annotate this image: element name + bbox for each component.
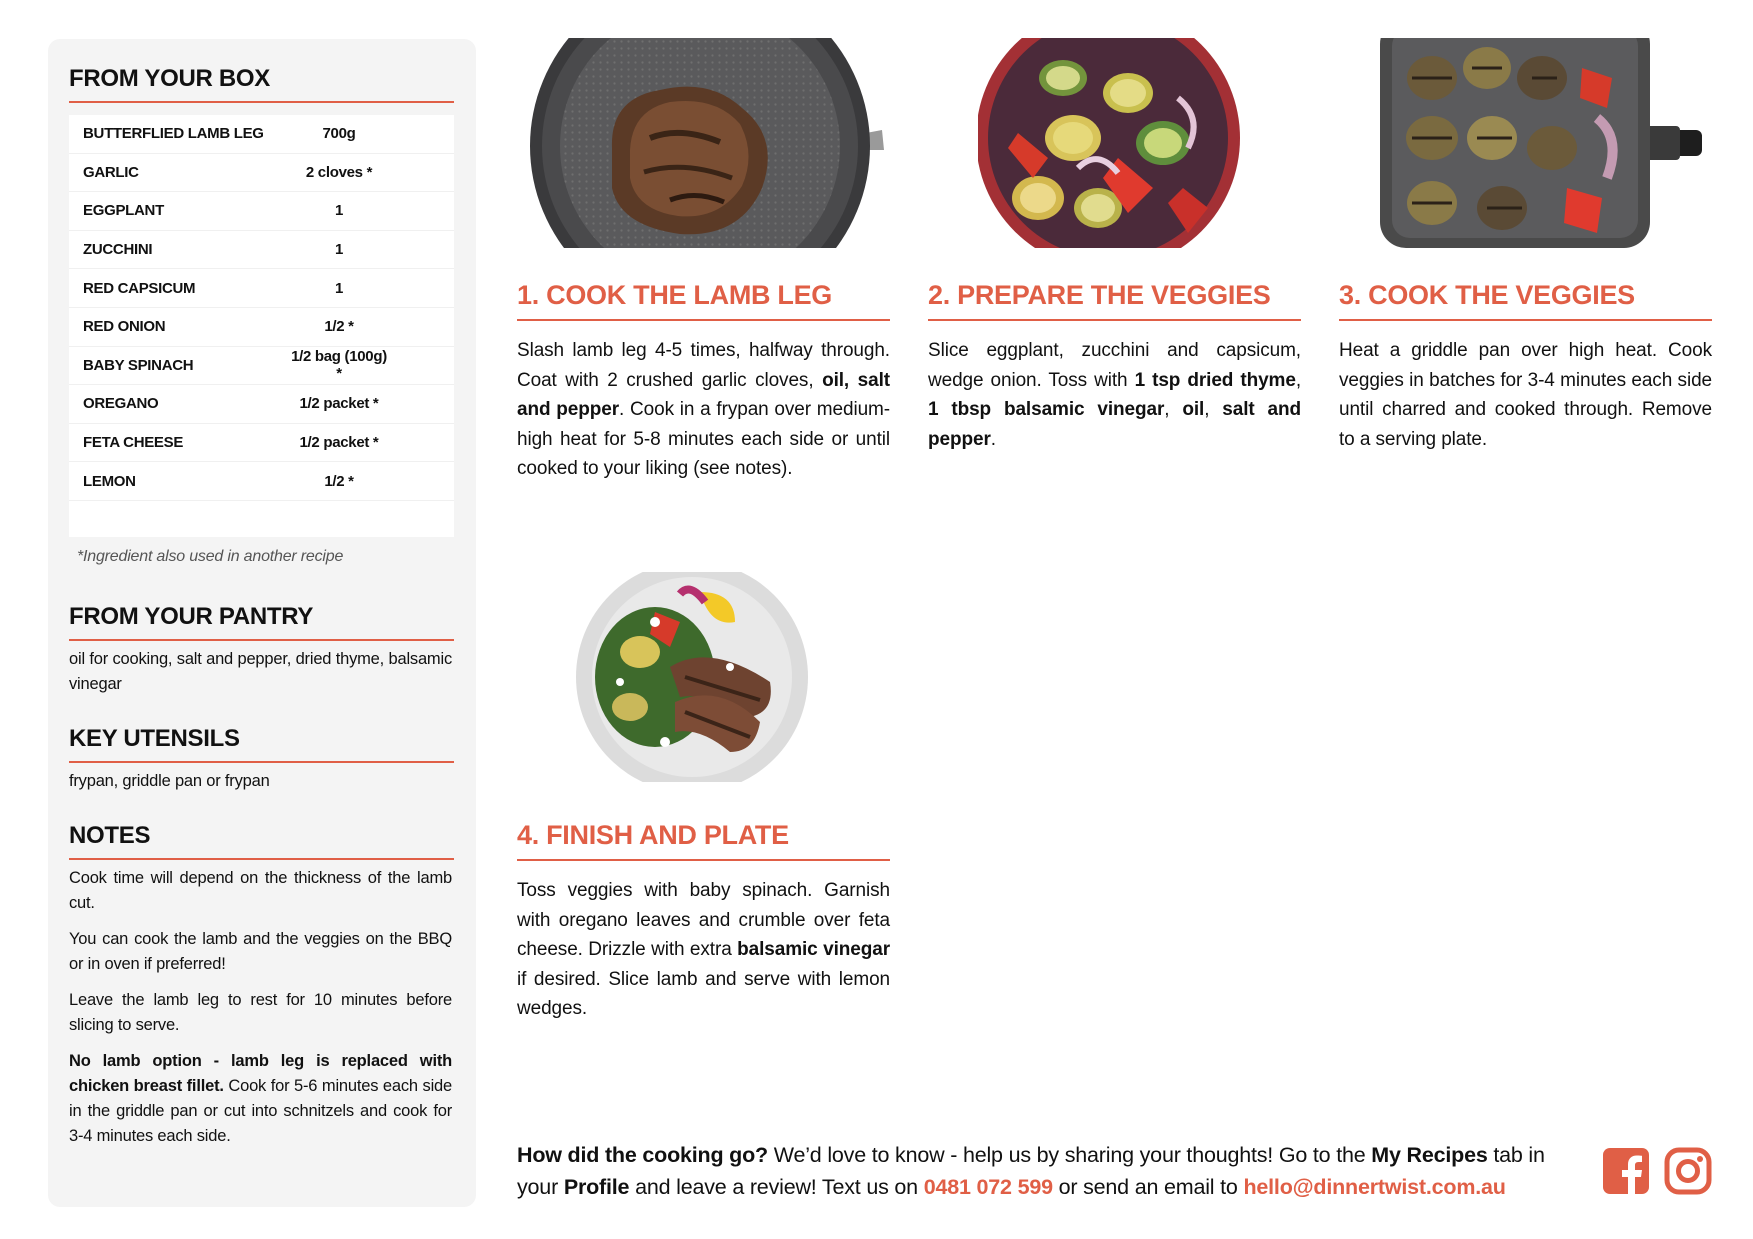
step-1-image [520,38,888,248]
ingredient-name: BABY SPINACH [83,356,194,374]
feedback-text-4[interactable]: or send an email to [1052,1174,1244,1199]
profile-label: Profile [563,1174,630,1199]
ingredient-quantity: 1/2 * [324,318,354,336]
ingredient-name: OREGANO [83,395,159,413]
ingredient-name: GARLIC [83,163,139,181]
ingredient-name: LEMON [83,472,136,490]
ingredient-row [69,192,454,231]
from-your-pantry-title: FROM YOUR PANTRY [69,603,454,641]
step-text-segment: Slice eggplant, zucchini and capsicum, wedge onion. Toss with [928,340,1301,391]
step-text-bold: balsamic vinegar [737,939,890,960]
feedback-question: How did the cooking go? [517,1143,768,1167]
step-2-title: 2. PREPARE THE VEGGIES [928,280,1301,321]
ingredient-name: EGGPLANT [83,202,164,220]
step-text-segment: , [1295,369,1301,391]
step-text-segment: , [1204,399,1223,420]
note-2: You can cook the lamb and the veggies on the BBQ or in oven if preferred! [69,930,452,973]
ingredient-name: FETA CHEESE [83,434,184,452]
ingredient-name: RED ONION [83,318,166,336]
ingredient-quantity: 1/2 bag (100g) * [291,348,387,383]
note-4 [69,1049,452,1149]
instagram-icon[interactable] [1664,1147,1712,1195]
ingredient-row [69,347,454,386]
note-1: Cook time will depend on the thickness of the lamb cut. [69,869,452,912]
pantry-text: oil for cooking, salt and pepper, dried thyme, balsamic vinegar [69,650,452,693]
step-text-bold: 1 tbsp balsamic vinegar [928,399,1165,420]
utensils-text: frypan, griddle pan or frypan [69,772,270,790]
step-text-segment: Slash lamb leg 4-5 times, halfway through. Coat with 2 crushed garlic cloves, [517,340,890,391]
step-text-bold: oil, salt and pepper [517,369,891,420]
step-text-bold: 1 tsp dried thyme [1134,369,1296,391]
key-utensils-title: KEY UTENSILS [69,725,454,763]
step-4-title: 4. FINISH AND PLATE [517,820,890,861]
step-text-segment: if desired. Slice lamb and serve with lemon wedges. [517,968,890,1019]
ingredient-row [69,462,454,501]
my-recipes-label: My Recipes [1371,1143,1488,1167]
step-text-segment: Toss veggies with baby spinach. Garnish with oregano leaves and crumble over feta cheese. Drizzle with extra [517,880,890,960]
step-1-title: 1. COOK THE LAMB LEG [517,280,890,321]
ingredients-table [69,115,454,537]
ingredient-row [69,115,454,154]
ingredient-row [69,385,454,424]
step-2-text [928,336,1301,454]
ingredient-quantity: 1 [334,241,344,259]
note-3: Leave the lamb leg to rest for 10 minutes before slicing to serve. [69,991,452,1034]
ingredient-row [69,269,454,308]
ingredient-name: RED CAPSICUM [83,279,196,297]
ingredient-quantity: 1 [334,202,344,220]
feedback-text-1: We’d love to know - help us by sharing your thoughts! Go to the [768,1143,1372,1167]
ingredient-quantity: 700g [322,125,356,143]
facebook-icon[interactable] [1602,1147,1650,1195]
step-text-bold: salt and pepper [928,399,1302,450]
step-1-text [517,336,890,484]
feedback-text-3: and leave a review! Text us on [629,1174,924,1199]
step-text-segment: . Cook in a frypan over medium-high heat for 5-8 minutes each side or until cooked to your liking (see notes). [517,399,891,479]
phone-link[interactable]: 0481 072 599 [923,1174,1053,1199]
step-3-text [1339,336,1712,454]
footnote: *Ingredient also used in another recipe [77,548,344,565]
ingredient-name: BUTTERFLIED LAMB LEG [83,125,264,143]
step-2-image [978,38,1242,248]
step-4-image [560,572,860,782]
note-4-bold: No lamb option - lamb leg is replaced with chicken breast fillet. [69,1052,452,1095]
ingredient-row [69,424,454,463]
ingredient-row [69,308,454,347]
step-3-image [1352,38,1702,248]
step-text-segment: , [1164,399,1183,420]
ingredient-quantity: 1/2 * [324,472,354,490]
step-text-segment: Heat a griddle pan over high heat. Cook veggies in batches for 3-4 minutes each side until charred and cooked through. Remove to a serving plate. [1339,340,1712,450]
ingredient-quantity: 2 cloves * [305,163,373,181]
ingredient-name: ZUCCHINI [83,241,153,259]
notes-title: NOTES [69,822,454,860]
feedback-message [517,1140,1577,1203]
step-3-title: 3. COOK THE VEGGIES [1339,280,1712,321]
ingredients-panel [48,39,476,1207]
from-your-box-title: FROM YOUR BOX [69,65,454,103]
ingredient-quantity: 1/2 packet * [299,434,379,452]
step-text-bold: oil [1182,399,1205,420]
email-link[interactable]: hello@dinnertwist.com.au [1243,1174,1506,1199]
step-text-segment: . [990,428,996,450]
feedback-text-2: tab in your [517,1143,1545,1199]
ingredient-quantity: 1/2 packet * [299,395,379,413]
ingredient-quantity: 1 [334,279,344,297]
notes-list [69,866,452,1160]
note-4-rest: Cook for 5-6 minutes each side in the griddle pan or cut into schnitzels and cook for 3-4 minutes each side. [69,1077,452,1145]
ingredient-row [69,154,454,193]
ingredient-row [69,231,454,270]
step-4-text [517,876,890,1024]
